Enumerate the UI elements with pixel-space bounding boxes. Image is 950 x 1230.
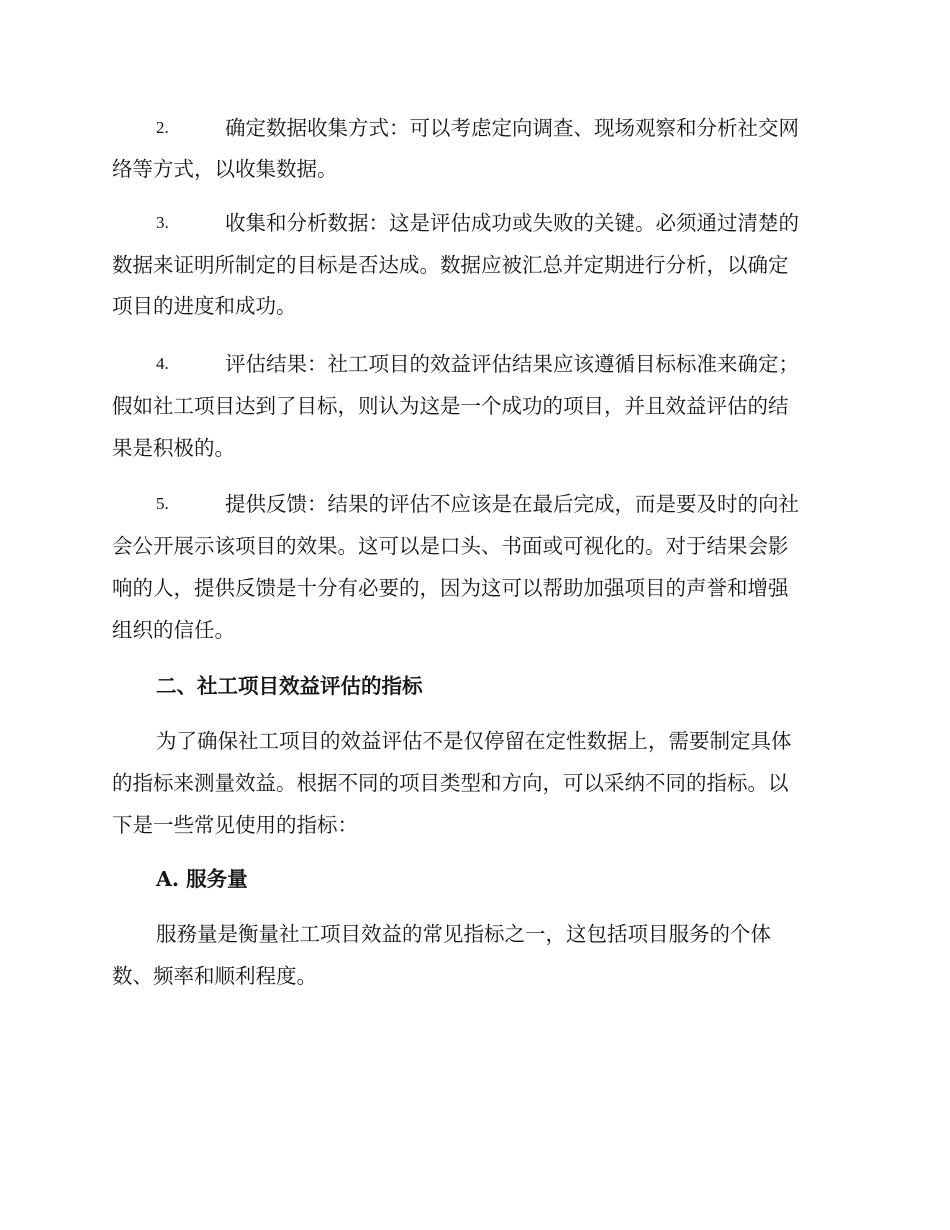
paragraph-line: 为了确保社工项目的效益评估不是仅停留在定性数据上，需要制定具体 — [156, 729, 792, 753]
list-text: 评估结果：社工项目的效益评估结果应该遵循目标标准来确定； — [225, 352, 799, 376]
list-item-line: 络等方式，以收集数据。 — [112, 157, 338, 181]
paragraph-line: 下是一些常见使用的指标： — [112, 813, 358, 837]
section-heading: 二、社工项目效益评估的指标 — [156, 674, 423, 698]
paragraph-line: 数、频率和顺利程度。 — [112, 964, 317, 988]
list-number: 4. — [156, 354, 169, 373]
list-item-line: 数据来证明所制定的目标是否达成。数据应被汇总并定期进行分析，以确定 — [112, 253, 789, 277]
paragraph-line: 服務量是衡量社工项目效益的常见指标之一，这包括项目服务的个体 — [156, 922, 771, 946]
list-text: 提供反馈：结果的评估不应该是在最后完成，而是要及时的向社 — [225, 492, 799, 516]
list-text: 收集和分析数据：这是评估成功或失败的关键。必须通过清楚的 — [225, 211, 799, 235]
list-item-line: 会公开展示该项目的效果。这可以是口头、书面或可视化的。对于结果会影 — [112, 534, 789, 558]
list-item-line — [112, 112, 838, 144]
list-item-line: 假如社工项目达到了目标，则认为这是一个成功的项目，并且效益评估的结 — [112, 394, 789, 418]
list-item-line — [112, 348, 838, 380]
subheading: A. 服务量 — [156, 867, 248, 891]
paragraph-line: 的指标来测量效益。根据不同的项目类型和方向，可以采纳不同的指标。以 — [112, 771, 789, 795]
list-item-line — [112, 488, 838, 520]
list-item-line: 果是积极的。 — [112, 436, 235, 460]
list-number: 5. — [156, 494, 169, 513]
list-number: 3. — [156, 213, 169, 232]
list-item-line: 组织的信任。 — [112, 618, 235, 642]
list-item-line: 项目的进度和成功。 — [112, 294, 297, 318]
list-item-line — [112, 207, 838, 239]
list-item-line: 响的人，提供反馈是十分有必要的，因为这可以帮助加强项目的声誉和增强 — [112, 576, 789, 600]
list-number: 2. — [156, 118, 169, 137]
list-text: 确定数据收集方式：可以考虑定向调查、现场观察和分析社交网 — [225, 116, 799, 140]
